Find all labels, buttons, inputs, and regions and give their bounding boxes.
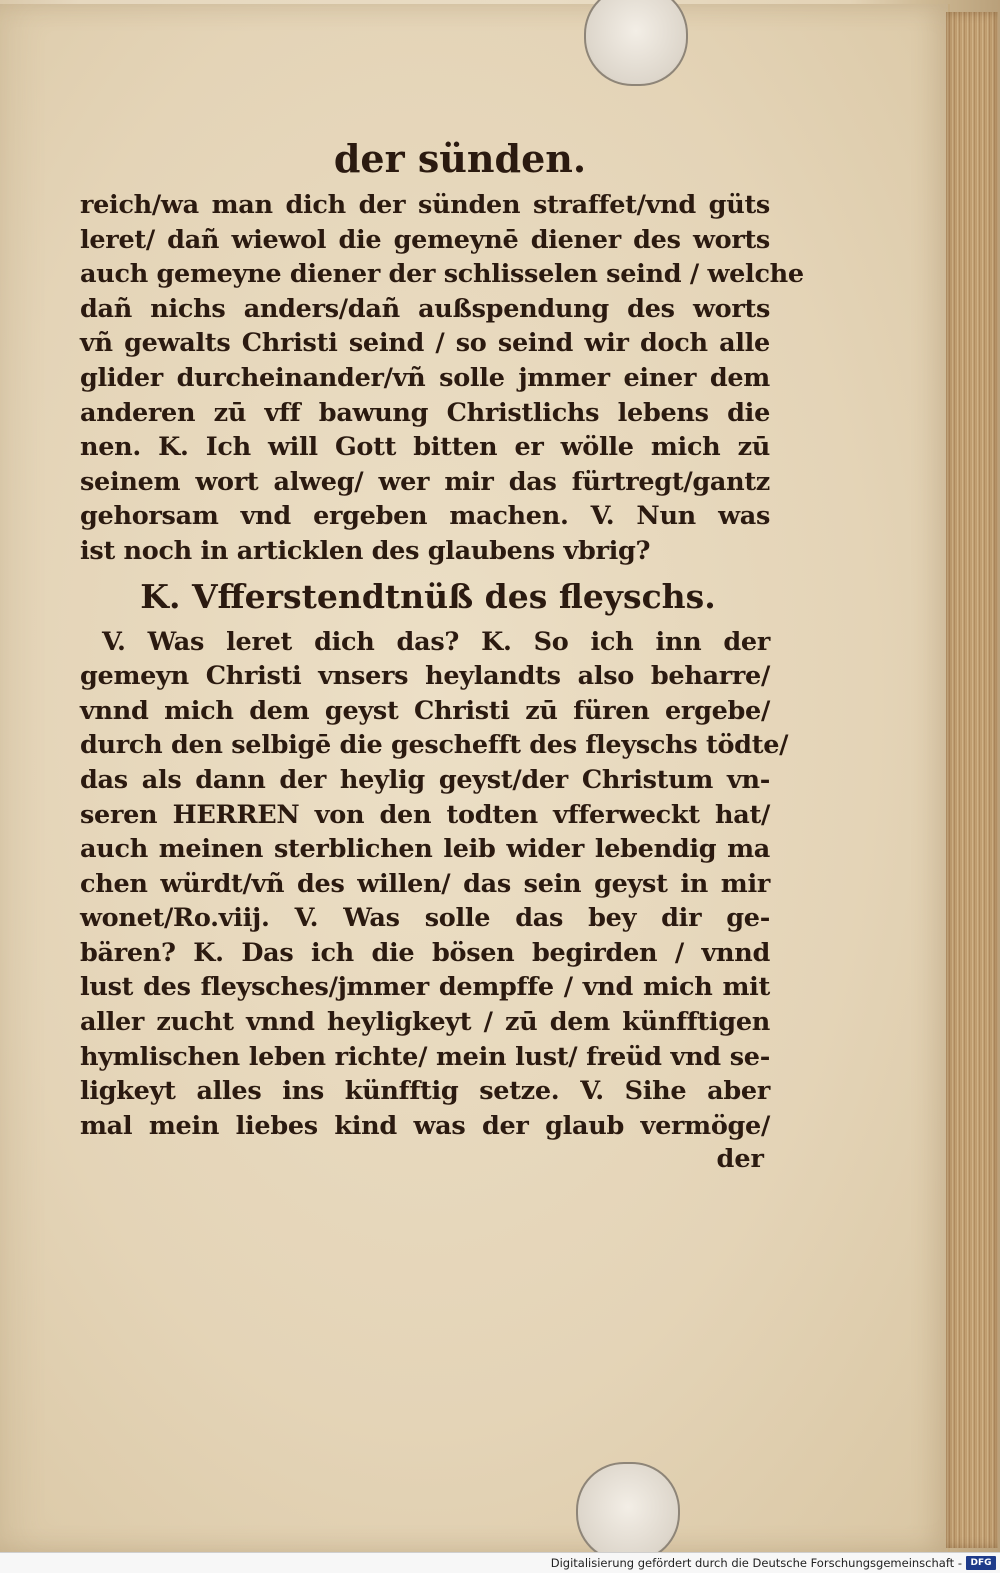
text-line: anderen zū vff bawung Christlichs lebens die <box>80 397 770 428</box>
page-edges <box>946 12 998 1548</box>
text-line: leret/ dañ wiewol die gemeynē diener des worts <box>80 224 770 255</box>
text-lines-bottom <box>80 625 789 1144</box>
text-line: ligkeyt alles ins künfftig setze. V. Sihe aber <box>80 1076 770 1107</box>
text-line: reich/wa man dich der sünden straffet/vnd güts <box>80 190 770 220</box>
text-line: auch meinen sterblichen leib wider lebendig ma <box>80 834 770 865</box>
text-line: hymlischen leben richte/ mein lust/ freüd vnd se- <box>80 1041 770 1072</box>
text-line: nen. K. Ich will Gott bitten er wölle mich zū <box>80 432 770 463</box>
section-heading: K. Vfferstendtnüß des fleyschs. <box>140 576 716 616</box>
text-line: wonet/Ro.viij. V. Was solle das bey dir ge- <box>80 903 770 934</box>
text-line: glider durcheinander/vñ solle jmmer einer dem <box>80 362 770 393</box>
text-line: V. Was leret dich das? K. So ich inn der <box>102 626 770 657</box>
text-lines-top <box>80 188 804 569</box>
text-line: gemeyn Christi vnsers heylandts also beharre/ <box>80 661 770 692</box>
text-line: lust des fleysches/jmmer dempffe / vnd mich mit <box>80 972 770 1003</box>
text-line: durch den selbigē die geschefft des fleyschs tödte/ <box>80 730 789 761</box>
footer-credit: Digitalisierung gefördert durch die Deutsche Forschungsgemeinschaft - <box>550 1556 962 1570</box>
text-line: aller zucht vnnd heyligkeyt / zū dem künfftigen <box>80 1007 770 1038</box>
text-line: seinem wort alweg/ wer mir das fürtregt/gantz <box>80 466 770 497</box>
text-line: seren HERREN von den todten vfferweckt hat/ <box>80 799 770 830</box>
catchword: der <box>716 1144 764 1175</box>
text-line: bären? K. Das ich die bösen begirden / vnnd <box>80 937 770 968</box>
text-line: ist noch in articklen des glaubens vbrig? <box>80 535 651 566</box>
page-text <box>80 130 804 1175</box>
text-line: gehorsam vnd ergeben machen. V. Nun was <box>80 501 770 532</box>
text-line: das als dann der heylig geyst/der Christum vn- <box>80 764 770 795</box>
bottom-clip <box>576 1462 680 1562</box>
top-clip <box>584 0 688 86</box>
text-line: auch gemeyne diener der schlisselen seind / welche <box>80 259 804 290</box>
text-line: dañ nichs anders/dañ außspendung des worts <box>80 293 770 324</box>
text-line: chen würdt/vñ des willen/ das sein geyst in mir <box>80 868 770 899</box>
dfg-logo: DFG <box>966 1556 996 1570</box>
text-line: vñ gewalts Christi seind / so seind wir doch alle <box>80 328 770 359</box>
running-head: der sünden. <box>333 136 587 181</box>
text-line: vnnd mich dem geyst Christi zū füren ergebe/ <box>80 695 770 726</box>
footer-bar <box>0 1552 1000 1573</box>
text-line: mal mein liebes kind was der glaub vermöge/ <box>80 1110 770 1141</box>
